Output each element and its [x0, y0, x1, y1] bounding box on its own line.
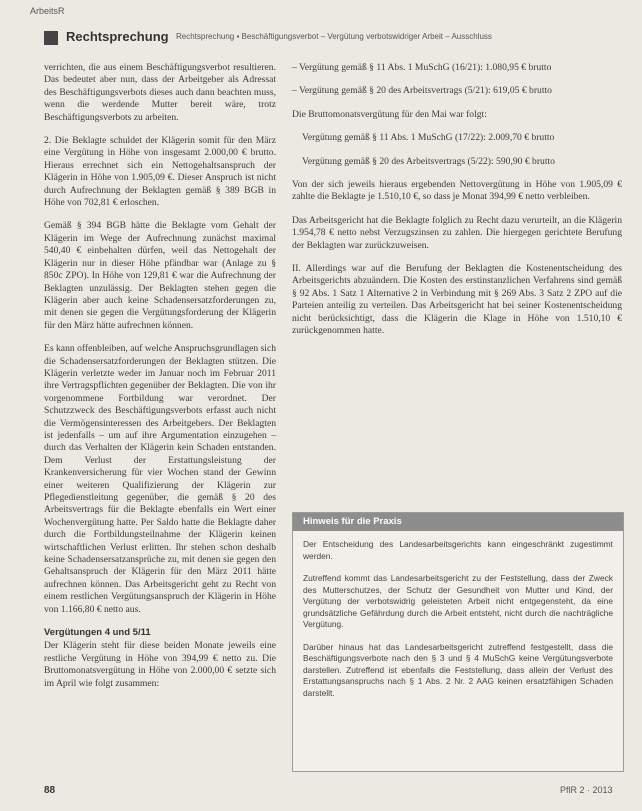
paragraph: Die Bruttomonatsvergütung für den Mai war folgt:: [292, 108, 487, 120]
paragraph: Der Entscheidung des Landesarbeitsgerichts kann eingeschränkt zugestimmt werden.: [303, 539, 613, 561]
paragraph: Es kann offenbleiben, auf welche Anspruchsgrundlagen sich die Schadensersatzforderungen der Beklagten stützen. Die Klägerin verletzte weder im Januar noch im Februar 2011 ihre Vertragspflichten gegenüber der Beklagten. Die von ihr vorgenommene Fortbildung war verordnet. Der Schutzzweck des Beschäftigungsverbots erfasst auch nicht die Vermögensinteressen des Arbeitgebers. Der Beklagten ist jedenfalls – um auf ihre Argumentation einzugehen – durch das Verhalten der Klägerin kein Schaden entstanden. Dem Verlust der Erstattungsleistung der Krankenversicherung für vier Wochen stand der Gewinn einer weiteren Qualifizierung der Klägerin zur Pflegedienstleitung gegenüber, die gemäß § 20 des Arbeitsvertrags für die Beklagte ebenfalls ein Wert einer Wochenvergütung hatte. Per Saldo hatte die Beklagte daher durch die Fortbildungsteilnahme der Klägerin keinen wirtschaftlichen Verlust erlitten. Ihr stehen schon deshalb keine Schadensersatzansprüche zu, mit denen sie gegen den Gehaltsanspruch der Klägerin für den März 2011 hätte aufrechnen können. Das Arbeitsgericht geht zu Recht von einem restlichen Vergütungsanspruch der Klägerin in Höhe von 1.166,80 € netto aus.: [44, 343, 276, 615]
paragraph: Von der sich jeweils hieraus ergebenden Nettovergütung in Höhe von 1.905,09 € zahlte die Beklagte je 1.510,10 €, so dass je Monat 394,99 € netto verbleiben.: [292, 179, 622, 203]
list-item: – Vergütung gemäß § 20 des Arbeitsvertrags (5/21): 619,05 € brutto: [292, 85, 552, 97]
section-label: ArbeitsR: [30, 6, 65, 16]
paragraph: II. Allerdings war auf die Berufung der Beklagten die Kostenentscheidung des Arbeitsgerichts abzuändern. Die Kosten des erstinstanzlichen Verfahrens sind gemäß § 92 Abs. 1 Satz 1 Alternative 2 in Verbindung mit § 269 Abs. 3 Satz 2 ZPO auf die Parteien anteilig zu verteilen. Das Arbeitsgericht hat bei seiner Kostenentscheidung nicht berücksichtigt, dass die Klägerin die Klage in Höhe von 1.510,10 € zurückgenommen hatte.: [292, 263, 622, 337]
practice-hint-box: [292, 512, 624, 772]
subheading: Vergütungen 4 und 5/11: [44, 627, 151, 639]
list-item: Vergütung gemäß § 11 Abs. 1 MuSchG (17/22): 2.009,70 € brutto: [302, 132, 555, 144]
header-title: Rechtsprechung: [66, 29, 169, 44]
paragraph: Zutreffend kommt das Landesarbeitsgericht zu der Feststellung, dass der Zweck des Mutterschutzes, der Schutz der Gesundheit von Mutter und Kind, der Vergütung der verbotswidrig geleisteten Arbeit nicht entgegensteht, da eine grundsätzliche Gefährdung durch die Arbeit entsteht, nicht durch die nachträgliche Vergütung.: [303, 573, 613, 629]
paragraph: 2. Die Beklagte schuldet der Klägerin somit für den März eine Vergütung in Höhe von insgesamt 2.000,00 € brutto. Hieraus errechnet sich ein Nettogehaltsanspruch der Klägerin in Höhe von 1.905,09 €. Dieser Anspruch ist nicht durch Aufrechnung der Beklagten gemäß § 389 BGB in Höhe von 702,81 € erloschen.: [44, 135, 276, 209]
paragraph: verrichten, die aus einem Beschäftigungsverbot resultieren. Das bedeutet aber nun, dass der Arbeitgeber als Adressat des Beschäftigungsverbots dieses auch dann beachten muss, wenn die werdende Mutter bereit wäre, trotz Beschäftigungsverbots zu arbeiten.: [44, 62, 276, 123]
page-number: 88: [44, 785, 56, 796]
paragraph: Darüber hinaus hat das Landesarbeitsgericht zutreffend festgestellt, dass die Beschäftigungsverbote nach den § 3 und § 4 MuSchG keine Vergütungsverbote darstellen. Zutreffend ist ebenfalls die Feststellung, dass allein der Verlust des Erstattungsanspruchs nach § 1 Abs. 2 Nr. 2 AAG keinen ersatzfähigen Schaden darstellt.: [303, 641, 613, 698]
journal-issue: PflR 2 · 2013: [560, 785, 613, 795]
right-column: [292, 62, 622, 349]
hint-box-body: [293, 531, 623, 699]
header-subtitle: Rechtsprechung ▪ Beschäftigungsverbot – Vergütung verbotswidriger Arbeit – Ausschluss: [176, 32, 492, 41]
paragraph: Der Klägerin steht für diese beiden Monate jeweils eine restliche Vergütung in Höhe von 394,99 € netto zu. Die Bruttomonatsvergütung in Höhe von 2.000,00 € setzte sich im April wie folgt zusammen:: [44, 640, 276, 689]
section-marker-square: [44, 31, 58, 45]
hint-box-title: Hinweis für die Praxis: [293, 513, 623, 531]
page-header: [44, 28, 624, 46]
list-item: Vergütung gemäß § 20 des Arbeitsvertrags (5/22): 590,90 € brutto: [302, 155, 555, 167]
list-item: – Vergütung gemäß § 11 Abs. 1 MuSchG (16/21): 1.080,95 € brutto: [292, 62, 552, 73]
left-column: [44, 62, 276, 701]
paragraph: Gemäß § 394 BGB hätte die Beklagte vom Gehalt der Klägerin im Wege der Aufrechnung zunächst maximal 540,40 € einbehalten dürfen, weil das Nettogehalt der Klägerin nur in dieser Höhe pfändbar war (Anlage zu § 850c ZPO). In Höhe von 129,81 € war die Aufrechnung der Beklagten unzulässig. Der Beklagten stehen gegen die Klägerin aber auch keine Schadensersatzforderungen zu, mit denen sie gegen die Vergütungsforderung der Klägerin für den März hätte aufrechnen können.: [44, 220, 276, 331]
paragraph: Das Arbeitsgericht hat die Beklagte folglich zu Recht dazu verurteilt, an die Klägerin 1.954,78 € netto nebst Verzugszinsen zu zahlen. Die hiergegen gerichtete Berufung der Beklagten war zurückzuweisen.: [292, 214, 622, 251]
